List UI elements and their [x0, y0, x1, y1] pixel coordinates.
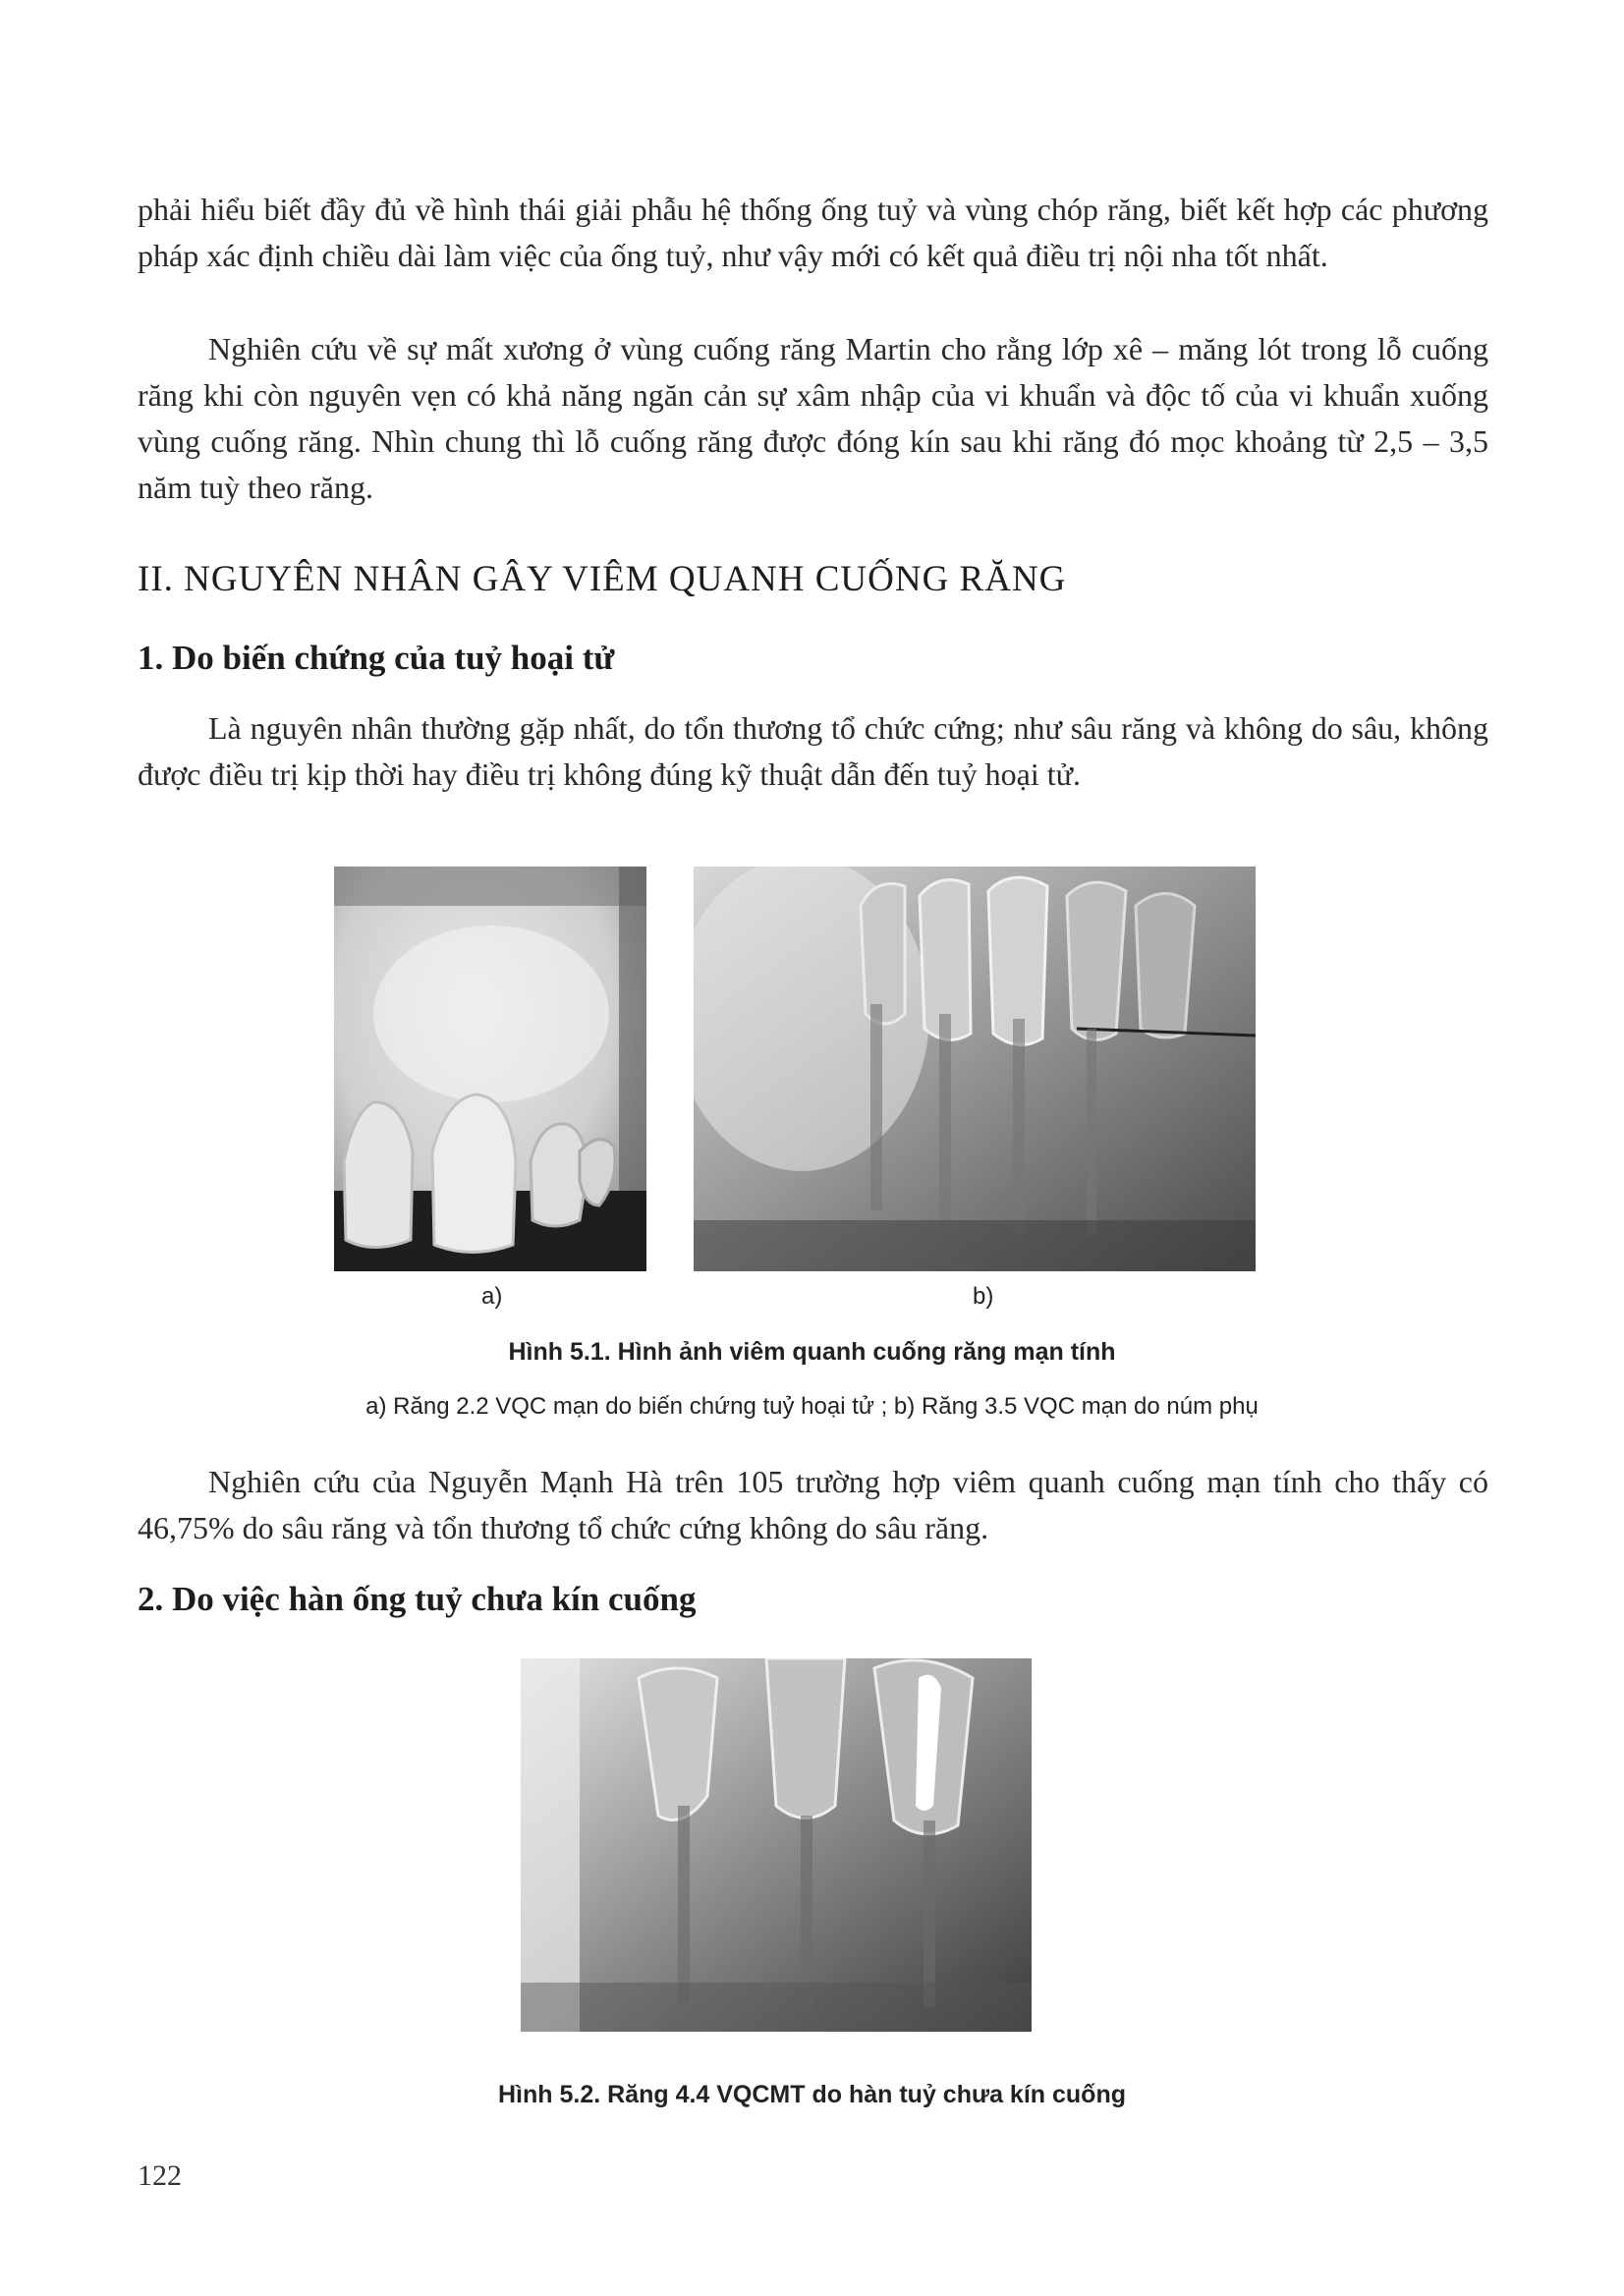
paragraph-martin: Nghiên cứu về sự mất xương ở vùng cuống răng Martin cho rằng lớp xê – măng lót trong lỗ cuống răng khi còn nguyên vẹn có khả năng ngăn cản sự xâm nhập của vi khuẩn và độc tố của vi khuẩn xuống vùng cuống răng. Nhìn chung thì lỗ cuống răng được đóng kín sau khi răng đó mọc khoảng từ 2,5 – 3,5 năm tuỳ theo răng.: [138, 331, 1488, 505]
xray-image-a: [334, 867, 646, 1271]
xray-image-5-2: [521, 1658, 1032, 2032]
figure-5-1-caption: Hình 5.1. Hình ảnh viêm quanh cuống răng mạn tính: [508, 1338, 1116, 1366]
paragraph-intro: phải hiểu biết đầy đủ về hình thái giải phẫu hệ thống ống tuỷ và vùng chóp răng, biết kết hợp các phương pháp xác định chiều dài làm việc của ống tuỷ, như vậy mới có kết quả điều trị nội nha tốt nhất.: [138, 192, 1488, 273]
figure-5-2-caption: Hình 5.2. Răng 4.4 VQCMT do hàn tuỷ chưa kín cuống: [497, 2081, 1126, 2108]
xray-image-b: [694, 867, 1256, 1271]
paragraph-study: Nghiên cứu của Nguyễn Mạnh Hà trên 105 trường hợp viêm quanh cuống mạn tính cho thấy có 46,75% do sâu răng và tổn thương tổ chức cứng không do sâu răng.: [138, 1464, 1488, 1545]
figure-5-1-description: a) Răng 2.2 VQC mạn do biến chứng tuỷ hoại tử ; b) Răng 3.5 VQC mạn do núm phụ: [365, 1393, 1259, 1420]
paragraph-cause1: Là nguyên nhân thường gặp nhất, do tổn thương tổ chức cứng; như sâu răng và không do sâu, không được điều trị kịp thời hay điều trị không đúng kỹ thuật dẫn đến tuỷ hoại tử.: [138, 710, 1488, 792]
subheading-2: 2. Do việc hàn ống tuỷ chưa kín cuống: [138, 1580, 697, 1618]
page-number: 122: [138, 2159, 182, 2192]
subheading-1: 1. Do biến chứng của tuỷ hoại tử: [138, 639, 615, 677]
figure-label-b: b): [973, 1283, 994, 1310]
figure-label-a: a): [481, 1283, 503, 1310]
section-heading: II. NGUYÊN NHÂN GÂY VIÊM QUANH CUỐNG RĂNG: [138, 559, 1067, 599]
